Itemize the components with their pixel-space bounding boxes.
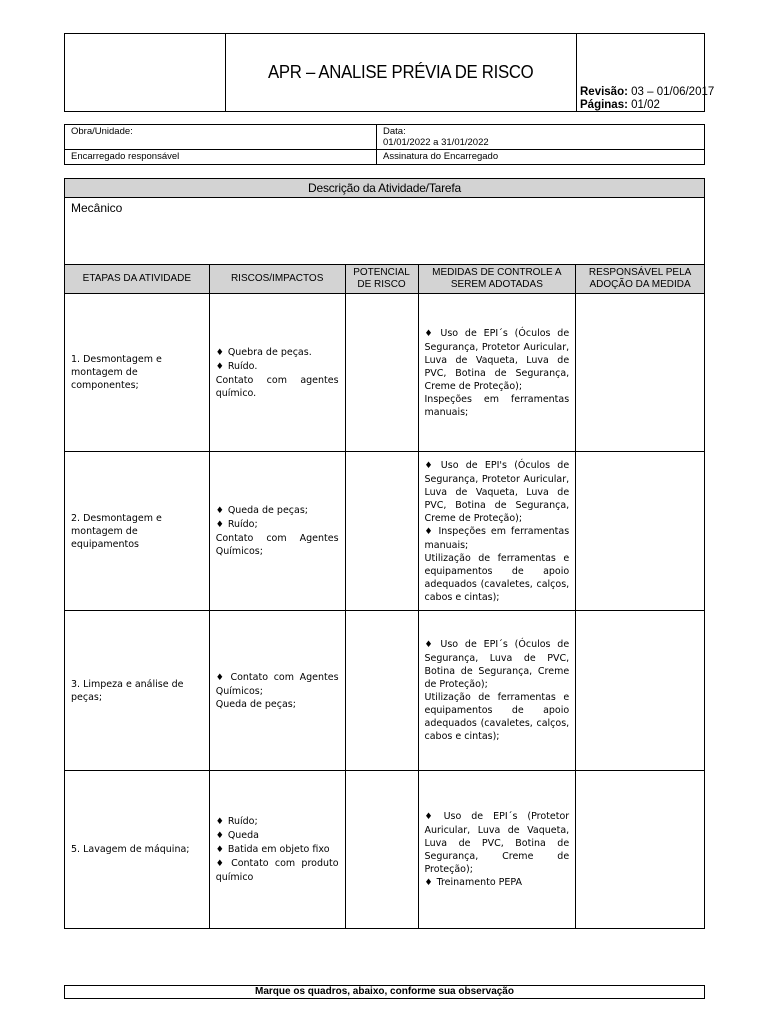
activity-band-title: Descrição da Atividade/Tarefa <box>65 179 705 198</box>
diamond-bullet-icon: ♦ <box>215 817 224 827</box>
responsavel-cell <box>576 294 705 452</box>
footer-instruction: Marque os quadros, abaixo, conforme sua observação <box>64 985 705 999</box>
list-item-text: Contato com Agentes Químicos; <box>215 533 339 557</box>
riscos-cell <box>209 294 345 452</box>
list-item-text: Ruído. <box>227 360 258 372</box>
medidas-cell <box>418 452 576 611</box>
col-potencial-label-1: POTENCIAL <box>353 267 410 278</box>
diamond-bullet-icon: ♦ <box>424 460 437 471</box>
list-item-text: Ruído; <box>227 816 258 827</box>
list-item <box>216 504 339 518</box>
encarregado-label: Encarregado responsável <box>71 151 180 162</box>
list-item-text: Utilização de ferramentas e equipamentos de apoio adequados (cavaletes, calços, cabos e cintas); <box>424 552 570 603</box>
list-item-text: Quebra de peças. <box>227 346 312 358</box>
list-item-text: Ruído; <box>227 519 258 530</box>
list-item <box>425 810 570 876</box>
list-item-text: Contato com Agentes Químicos; <box>215 671 339 697</box>
document-header <box>64 33 715 112</box>
list-item <box>425 525 570 552</box>
riscos-cell <box>209 452 345 611</box>
list-item <box>425 459 570 525</box>
potencial-cell <box>345 611 418 771</box>
list-item-text: Uso de EPI´s (Óculos de Segurança, Protetor Auricular, Luva de Vaqueta, Luva de PVC, Botina de Segurança, Creme de Proteção); <box>424 327 570 392</box>
col-riscos <box>209 265 345 294</box>
col-medidas-label-2: SEREM ADOTADAS <box>450 279 543 290</box>
diamond-bullet-icon: ♦ <box>215 672 227 683</box>
riscos-cell <box>209 771 345 929</box>
data-label: Data: <box>383 126 406 137</box>
list-item-text: Uso de EPI's (Óculos de Segurança, Protetor Auricular, Luva de Vaqueta, Luva de PVC, Botina de Segurança, Creme de Proteção); <box>424 459 570 524</box>
col-medidas <box>418 265 576 294</box>
table-row <box>65 611 705 771</box>
diamond-bullet-icon: ♦ <box>215 845 224 855</box>
diamond-bullet-icon: ♦ <box>215 506 224 516</box>
diamond-bullet-icon: ♦ <box>424 328 437 339</box>
list-item-text: Contato com produto químico <box>215 858 339 883</box>
list-item <box>425 638 570 691</box>
table-row <box>65 771 705 929</box>
diamond-bullet-icon: ♦ <box>215 361 224 372</box>
pages-label: Páginas: <box>580 99 628 111</box>
revision-label: Revisão: <box>580 86 628 98</box>
etapa-cell: 2. Desmontagem e montagem de equipamentos <box>65 452 210 611</box>
title-cell <box>225 34 577 111</box>
list-item <box>216 346 339 360</box>
diamond-bullet-icon: ♦ <box>215 520 224 530</box>
col-responsavel-label-2: ADOÇÃO DA MEDIDA <box>589 279 691 290</box>
list-item <box>216 698 339 711</box>
diamond-bullet-icon: ♦ <box>424 811 440 822</box>
list-item <box>425 552 570 604</box>
assinatura-label: Assinatura do Encarregado <box>383 151 499 162</box>
responsavel-cell <box>576 452 705 611</box>
encarregado-cell <box>65 150 377 165</box>
list-item <box>425 327 570 393</box>
list-item-text: Treinamento PEPA <box>436 876 523 888</box>
etapa-cell: 5. Lavagem de máquina; <box>65 771 210 929</box>
list-item <box>216 815 339 829</box>
diamond-bullet-icon: ♦ <box>424 877 433 888</box>
column-header-row <box>65 265 705 294</box>
list-item <box>216 857 339 884</box>
list-item <box>425 393 570 419</box>
list-item-text: Inspeções em ferramentas manuais; <box>424 393 570 418</box>
list-item <box>425 691 570 743</box>
data-value: 01/01/2022 a 31/01/2022 <box>383 137 489 148</box>
assinatura-cell <box>377 150 705 165</box>
diamond-bullet-icon: ♦ <box>215 831 224 841</box>
potencial-cell <box>345 771 418 929</box>
list-item <box>216 671 339 698</box>
riscos-cell <box>209 611 345 771</box>
table-row <box>65 452 705 611</box>
info-table <box>64 124 705 165</box>
diamond-bullet-icon: ♦ <box>424 640 437 650</box>
obra-cell <box>65 125 377 150</box>
list-item-text: Uso de EPI´s (Protetor Auricular, Luva de Vaqueta, Luva de PVC, Botina de Segurança, Creme de Proteção); <box>424 810 570 875</box>
list-item-text: Inspeções em ferramentas manuais; <box>424 525 570 551</box>
list-item <box>216 532 339 558</box>
medidas-cell <box>418 771 576 929</box>
pages-value: 01/02 <box>627 99 660 111</box>
col-etapas-label: ETAPAS DA ATIVIDADE <box>82 273 192 284</box>
list-item <box>216 374 339 400</box>
list-item-text: Contato com agentes químico. <box>215 374 339 399</box>
col-potencial-label-2: DE RISCO <box>357 279 406 290</box>
logo-cell <box>65 34 226 111</box>
list-item-text: Utilização de ferramentas e equipamentos de apoio adequados (cavaletes, calços, cabos e cintas); <box>424 692 570 742</box>
col-responsavel-label-1: RESPONSÁVEL PELA <box>588 267 692 278</box>
list-item <box>216 360 339 374</box>
apr-rows <box>65 294 705 929</box>
diamond-bullet-icon: ♦ <box>424 526 435 537</box>
potencial-cell <box>345 294 418 452</box>
list-item-text: Queda <box>227 830 260 841</box>
data-cell <box>377 125 705 150</box>
diamond-bullet-icon: ♦ <box>215 347 224 358</box>
etapa-cell: 3. Limpeza e análise de peças; <box>65 611 210 771</box>
document-title: APR – ANALISE PRÉVIA DE RISCO <box>267 62 534 82</box>
col-riscos-label: RISCOS/IMPACTOS <box>230 273 324 284</box>
responsavel-cell <box>576 771 705 929</box>
medidas-cell <box>418 294 576 452</box>
activity-description: Mecânico <box>65 198 705 265</box>
revision-cell <box>576 34 715 111</box>
revision-value: 03 – 01/06/2017 <box>627 86 715 98</box>
potencial-cell <box>345 452 418 611</box>
list-item <box>216 843 339 857</box>
list-item-text: Uso de EPI´s (Óculos de Segurança, Luva de PVC, Botina de Segurança, Creme de Proteção); <box>424 639 570 690</box>
list-item-text: Batida em objeto fixo <box>227 844 330 855</box>
apr-table <box>64 178 705 929</box>
responsavel-cell <box>576 611 705 771</box>
list-item <box>216 829 339 843</box>
medidas-cell <box>418 611 576 771</box>
obra-label: Obra/Unidade: <box>71 126 133 137</box>
diamond-bullet-icon: ♦ <box>215 859 228 869</box>
etapa-cell: 1. Desmontagem e montagem de componentes; <box>65 294 210 452</box>
col-potencial <box>345 265 418 294</box>
list-item <box>425 876 570 890</box>
list-item-text: Queda de peças; <box>215 698 296 710</box>
table-row <box>65 294 705 452</box>
list-item-text: Queda de peças; <box>227 505 308 516</box>
col-etapas <box>65 265 210 294</box>
list-item <box>216 518 339 532</box>
col-medidas-label-1: MEDIDAS DE CONTROLE A <box>432 267 562 278</box>
col-responsavel <box>576 265 705 294</box>
